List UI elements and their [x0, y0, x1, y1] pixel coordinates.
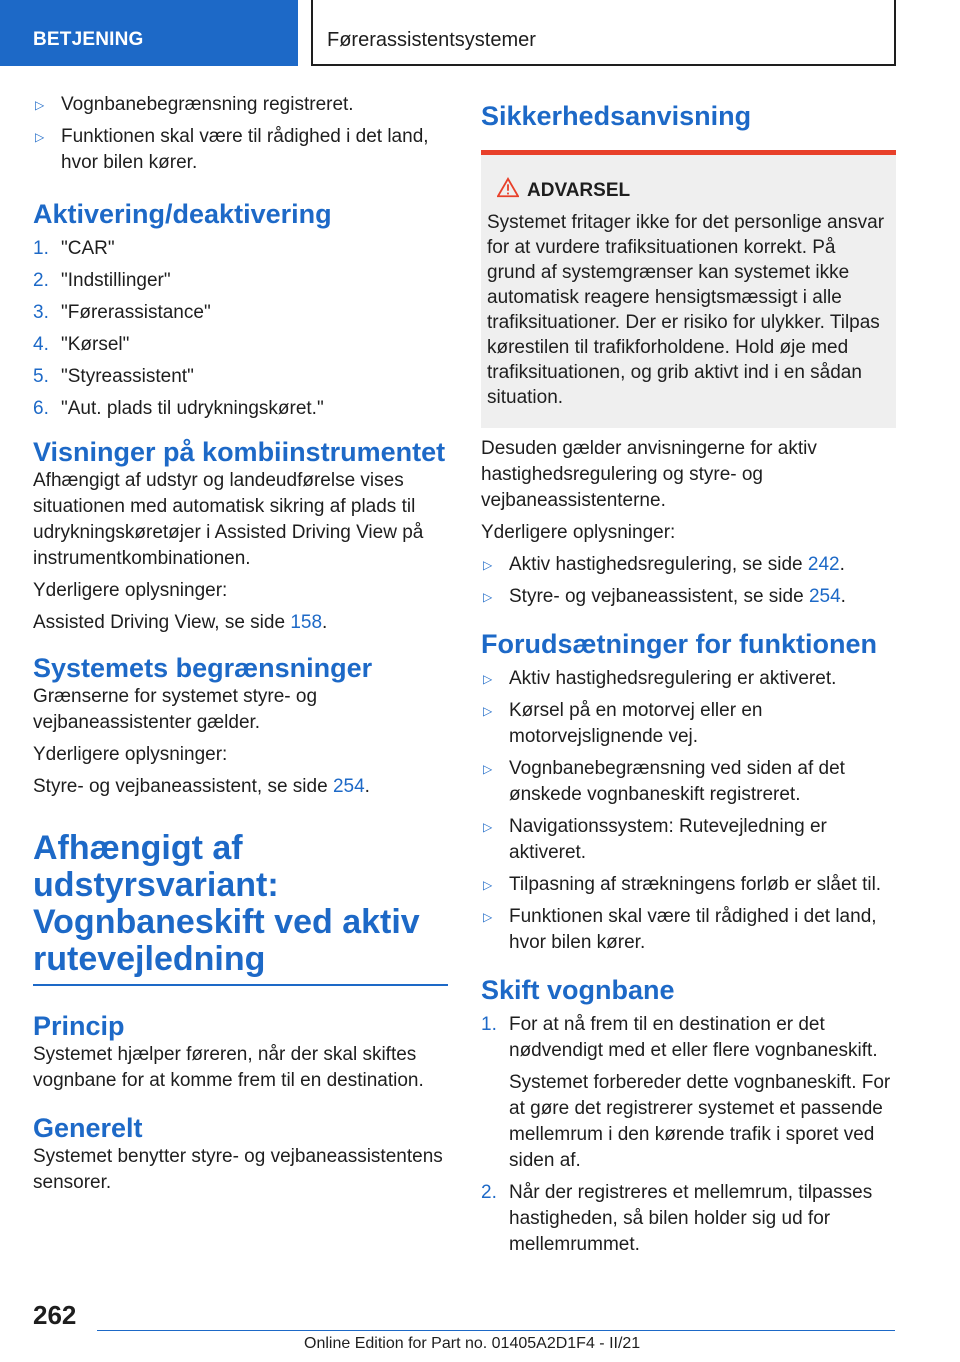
lane-change-heading: Skift vognbane [481, 975, 675, 1005]
activation-steps [33, 236, 448, 422]
safety-also: Desuden gælder anvisningerne for aktiv hastighedsregulering og styre- og vejbaneassistenterne. [481, 438, 817, 511]
triangle-bullet-icon: ▷ [483, 672, 493, 686]
footer-divider [97, 1330, 895, 1331]
principle-text: Systemet hjælper føreren, når der skal skiftes vognbane for at komme frem til en destination. [33, 1044, 424, 1091]
display-reference: Assisted Driving View, se side 158. [33, 612, 328, 633]
triangle-bullet-icon: ▷ [483, 704, 493, 718]
display-more: Yderligere oplysninger: [33, 580, 228, 601]
list-item: ▷ Styre- og vejbaneassistent, se side 254. [481, 584, 896, 610]
triangle-bullet-icon: ▷ [35, 98, 45, 112]
list-item: ▷ Funktionen skal være til rådighed i det land, hvor bilen kører. [483, 906, 877, 953]
list-item: ▷ Aktiv hastighedsregulering er aktiveret. [481, 666, 896, 692]
safety-more: Yderligere oplysninger: [481, 522, 676, 543]
list-item: 1. For at nå frem til en destination er det nødvendigt med et eller flere vognbaneskift. Systemet forbereder dette vognbaneskift. For at gøre det registrerer systemet et passende mellemrum i den kørende trafik i sporet ved siden af. [481, 1012, 896, 1174]
list-item: ▷ Tilpasning af strækningens forløb er slået til. [481, 872, 896, 898]
main-heading: Afhængigt af udstyrsvariant: Vognbaneskift ved aktiv rutevejledning [33, 829, 420, 978]
triangle-bullet-icon: ▷ [483, 762, 493, 776]
general-heading: Generelt [33, 1113, 143, 1143]
limits-reference: Styre- og vejbaneassistent, se side 254. [33, 776, 370, 797]
safety-heading: Sikkerhedsanvisning [481, 101, 752, 131]
list-item: ▷ Funktionen skal være til rådighed i det land, hvor bilen kører. [35, 126, 429, 173]
section-tab: BETJENING [0, 0, 298, 66]
triangle-bullet-icon: ▷ [483, 878, 493, 892]
safety-references [481, 552, 896, 610]
left-column [33, 92, 448, 1202]
warning-text: Systemet fritager ikke for det personlige ansvar for at vurdere trafiksituationen korrekt. På grund af systemgrænser kan systemet ikke automatisk reagere hensigtsmæssigt i alle trafiksituationer. Der er risiko for ulykker. Tilpas kørestilen til trafikforholdene. Hold øje med trafiksituationen, og grib aktivt ind i en sådan situation. [487, 212, 885, 408]
general-text: Systemet benytter styre- og vejbaneassistentens sensorer. [33, 1146, 443, 1193]
page-number: 262 [33, 1300, 77, 1330]
page-header [0, 0, 960, 66]
list-item: 4. "Kørsel" [33, 334, 130, 355]
limits-text: Grænserne for systemet styre- og vejbaneassistenter gælder. [33, 686, 318, 733]
page-link[interactable]: 158 [290, 612, 323, 633]
display-text: Afhængigt af udstyr og landeudførelse vises situationen med automatisk sikring af plads til udrykningskøretøjer i Assisted Driving View på instrumentkombinationen. [33, 470, 424, 569]
triangle-bullet-icon: ▷ [483, 590, 493, 604]
step-detail: Systemet forbereder dette vognbaneskift. For at gøre det registrerer systemet et passende mellemrum i den kørende trafik i sporet ved siden af. [509, 1072, 891, 1171]
list-item: 2. "Indstillinger" [33, 270, 171, 291]
list-item: ▷ Vognbanebegrænsning registreret. [33, 92, 448, 118]
limits-heading: Systemets begrænsninger [33, 653, 373, 683]
triangle-bullet-icon: ▷ [483, 558, 493, 572]
warning-triangle-icon [497, 177, 519, 199]
page-link[interactable]: 254 [808, 586, 841, 607]
triangle-bullet-icon: ▷ [483, 910, 493, 924]
list-item: ▷ Navigationssystem: Rutevejledning er aktiveret. [483, 816, 827, 863]
list-item: 6. "Aut. plads til udrykningskøret." [33, 398, 324, 419]
right-column [481, 92, 896, 1264]
list-item: 2. Når der registreres et mellemrum, tilpasses hastigheden, så bilen holder sig ud for mellemrummet. [481, 1182, 873, 1255]
display-heading: Visninger på kombiinstrumentet [33, 437, 446, 467]
page-link[interactable]: 254 [332, 776, 365, 797]
triangle-bullet-icon: ▷ [35, 130, 45, 144]
heading-divider [33, 984, 448, 986]
triangle-bullet-icon: ▷ [483, 820, 493, 834]
requirements-list [481, 666, 896, 956]
list-item: 3. "Førerassistance" [33, 302, 211, 323]
principle-heading: Princip [33, 1011, 125, 1041]
lane-change-steps [481, 1012, 896, 1258]
activation-heading: Aktivering/deaktivering [33, 199, 332, 229]
list-item: ▷ Aktiv hastighedsregulering, se side 242. [481, 552, 896, 578]
footer-edition: Online Edition for Part no. 01405A2D1F4 - II/21 [304, 1335, 641, 1352]
requirements-heading: Forudsætninger for funktionen [481, 629, 877, 659]
chapter-title: Førerassistentsystemer [311, 0, 896, 66]
limits-more: Yderligere oplysninger: [33, 744, 228, 765]
warning-box [481, 150, 896, 428]
list-item: 5. "Styreassistent" [33, 366, 194, 387]
list-item: ▷ Kørsel på en motorvej eller en motorvejslignende vej. [483, 700, 763, 747]
list-item: 1. "CAR" [33, 238, 115, 259]
warning-title: ADVARSEL [527, 180, 631, 201]
intro-bullet-list [33, 92, 448, 176]
page-link[interactable]: 242 [807, 554, 840, 575]
list-item: ▷ Vognbanebegrænsning ved siden af det ønskede vognbaneskift registreret. [483, 758, 845, 805]
